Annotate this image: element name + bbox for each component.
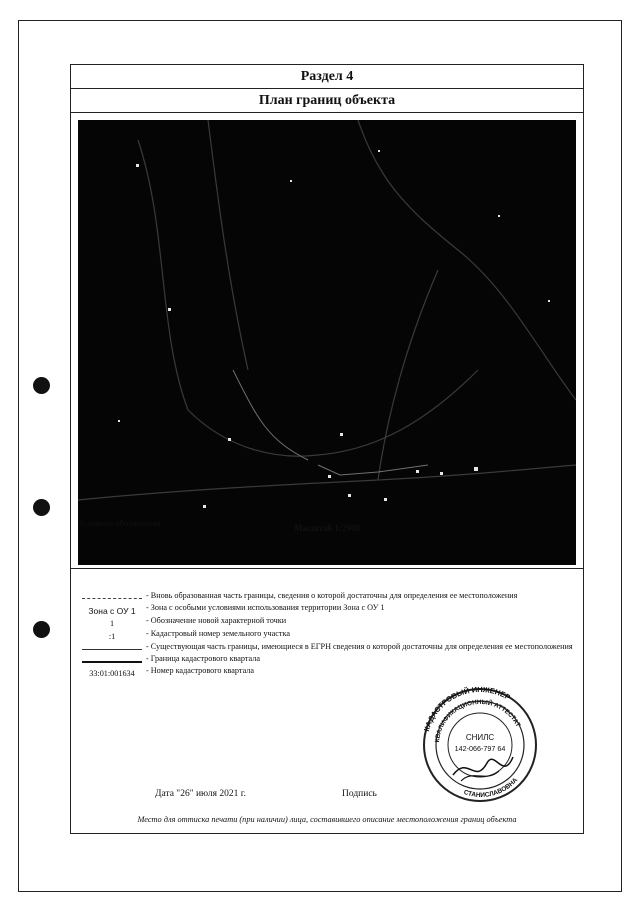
stamp-name-text: СТАНИСЛАВОВНА xyxy=(462,776,520,800)
legend-item: :1 - Кадастровый номер земельного участка xyxy=(78,629,578,642)
engineer-stamp xyxy=(413,685,547,803)
legend-item: - Вновь образованная часть границы, сведения о которой достаточны для определения ее местоположения xyxy=(78,591,578,603)
new-boundary-symbol xyxy=(82,598,142,599)
quarter-boundary-symbol xyxy=(82,661,142,663)
punch-hole xyxy=(33,377,50,394)
legend-item: - Существующая часть границы, имеющиеся в ЕГРН сведения о которой достаточны для определения ее местоположения xyxy=(78,642,578,654)
satellite-map xyxy=(78,120,576,565)
existing-boundary-symbol xyxy=(82,649,142,650)
stamp-snils-label: СНИЛС xyxy=(465,733,495,742)
legend-item: 1 - Обозначение новой характерной точки xyxy=(78,616,578,629)
seal-note: Место для оттиска печати (при наличии) лица, составившего описание местоположения границ объекта xyxy=(137,815,517,824)
legend-item: - Граница кадастрового квартала xyxy=(78,654,578,666)
legend-item: Зона с ОУ 1 - Зона с особыми условиями использования территории Зона с ОУ 1 xyxy=(78,603,578,616)
stamp-outer-text: КАДАСТРОВЫЙ ИНЖЕНЕР xyxy=(421,685,512,733)
parcel-number-symbol: :1 xyxy=(108,632,116,641)
stamp-snils-number: 142-066-797 64 xyxy=(454,744,506,753)
stamp-inner-text: КВАЛИФИКАЦИОННЫЙ АТТЕСТАТ xyxy=(434,698,522,743)
map-lines xyxy=(78,120,576,565)
signature-date: Дата "26" июля 2021 г. xyxy=(155,789,246,799)
signature-scribble xyxy=(453,757,513,775)
legend-title: Условные обозначения xyxy=(78,518,161,528)
map-scale: Масштаб 1:2900 xyxy=(294,523,360,533)
map-section xyxy=(71,113,583,569)
zone-symbol: Зона с ОУ 1 xyxy=(88,606,136,616)
plan-title: План границ объекта xyxy=(71,89,583,113)
legend xyxy=(78,591,578,679)
punch-hole xyxy=(33,621,50,638)
quarter-number-symbol: 33:01:001634 xyxy=(89,669,135,678)
section-heading: Раздел 4 xyxy=(71,65,583,89)
point-symbol: 1 xyxy=(109,619,115,628)
signature-label: Подпись xyxy=(342,789,377,799)
legend-item: 33:01:001634 - Номер кадастрового квартала xyxy=(78,666,578,679)
punch-hole xyxy=(33,499,50,516)
